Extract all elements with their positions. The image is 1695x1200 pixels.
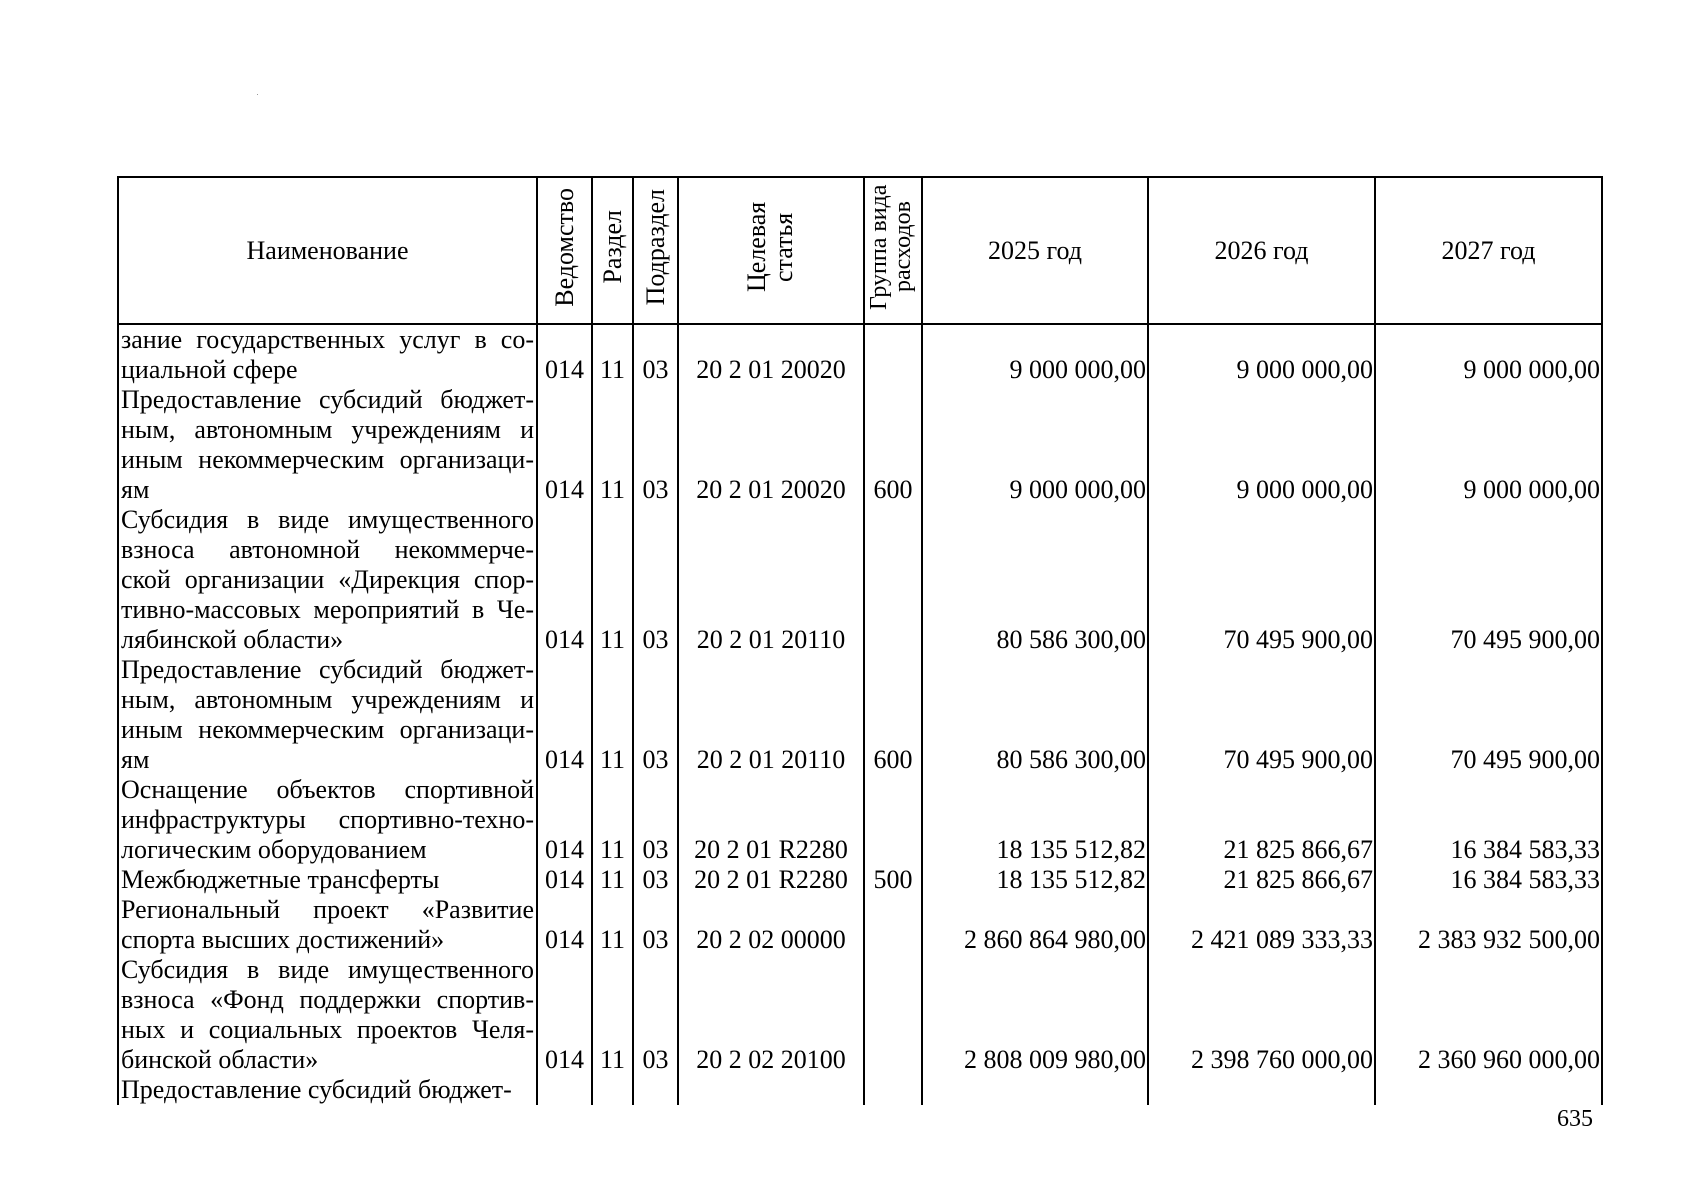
cell-razdel: 11: [592, 505, 633, 655]
cell-podrazdel: 03: [633, 955, 678, 1075]
cell-gruppa: [864, 955, 922, 1075]
cell-vedomstvo: 014: [537, 324, 592, 385]
cell-podrazdel: [633, 1075, 678, 1105]
cell-vedomstvo: 014: [537, 655, 592, 775]
cell-razdel: 11: [592, 385, 633, 505]
cell-celevaya-statya: [678, 1075, 864, 1105]
cell-podrazdel: 03: [633, 385, 678, 505]
cell-2027: 2 360 960 000,00: [1375, 955, 1602, 1075]
header-2026: 2026 год: [1148, 177, 1375, 324]
cell-name-line: логическим оборудованием: [121, 835, 427, 864]
header-podrazdel: Подраздел: [633, 177, 678, 324]
cell-name-line: Предоставление субсидий бюджет-: [121, 385, 534, 414]
cell-celevaya-statya: 20 2 01 R2280: [678, 775, 864, 865]
cell-name-line: ным, автономным учреждениям и: [121, 685, 534, 714]
cell-razdel: 11: [592, 865, 633, 895]
cell-celevaya-statya: 20 2 01 R2280: [678, 865, 864, 895]
cell-name: [118, 775, 537, 865]
cell-vedomstvo: 014: [537, 955, 592, 1075]
cell-2026: 21 825 866,67: [1148, 865, 1375, 895]
table-row: [118, 865, 1602, 895]
cell-name: [118, 385, 537, 505]
cell-name-line: Межбюджетные трансферты: [121, 865, 440, 894]
cell-2027: [1375, 1075, 1602, 1105]
cell-vedomstvo: 014: [537, 775, 592, 865]
cell-gruppa: [864, 505, 922, 655]
cell-2026: 2 398 760 000,00: [1148, 955, 1375, 1075]
table-body: [118, 324, 1602, 1105]
cell-name-line: ных и социальных проектов Челя-: [121, 1015, 534, 1044]
cell-name-line: спорта высших достижений»: [121, 925, 445, 954]
cell-2026: 9 000 000,00: [1148, 324, 1375, 385]
header-celevaya-statya: Целевая статья: [678, 177, 864, 324]
table-row: [118, 655, 1602, 775]
cell-razdel: 11: [592, 955, 633, 1075]
cell-name-line: Региональный проект «Развитие: [121, 895, 534, 924]
cell-vedomstvo: 014: [537, 865, 592, 895]
cell-razdel: [592, 1075, 633, 1105]
cell-name-line: ской организации «Дирекция спор-: [121, 565, 534, 594]
header-2025: 2025 год: [922, 177, 1148, 324]
cell-razdel: 11: [592, 775, 633, 865]
cell-gruppa: [864, 895, 922, 955]
cell-razdel: 11: [592, 324, 633, 385]
header-name: Наименование: [118, 177, 537, 324]
page-number: 635: [1557, 1106, 1593, 1132]
cell-name-line: лябинской области»: [121, 625, 344, 654]
cell-name-line: тивно-массовых мероприятий в Че-: [121, 595, 534, 624]
cell-vedomstvo: 014: [537, 505, 592, 655]
cell-razdel: 11: [592, 895, 633, 955]
cell-gruppa: 600: [864, 655, 922, 775]
cell-name-line: Субсидия в виде имущественного: [121, 505, 534, 534]
header-row: [118, 177, 1602, 324]
cell-name-line: ным, автономным учреждениям и: [121, 415, 534, 444]
cell-2026: 70 495 900,00: [1148, 505, 1375, 655]
cell-podrazdel: 03: [633, 324, 678, 385]
budget-table: [117, 176, 1603, 1105]
cell-name-line: иным некоммерческим организаци-: [121, 715, 534, 744]
cell-2027: 16 384 583,33: [1375, 865, 1602, 895]
header-razdel: Раздел: [592, 177, 633, 324]
cell-vedomstvo: 014: [537, 385, 592, 505]
header-2027: 2027 год: [1375, 177, 1602, 324]
cell-2027: 16 384 583,33: [1375, 775, 1602, 865]
scan-artifact-dot: [257, 94, 258, 95]
cell-2025: 18 135 512,82: [922, 865, 1148, 895]
cell-name-line: ям: [121, 745, 150, 774]
cell-2026: 2 421 089 333,33: [1148, 895, 1375, 955]
cell-gruppa: [864, 1075, 922, 1105]
cell-name-line: зание государственных услуг в со-: [121, 325, 534, 354]
cell-2025: 2 860 864 980,00: [922, 895, 1148, 955]
cell-2025: 80 586 300,00: [922, 505, 1148, 655]
cell-celevaya-statya: 20 2 01 20020: [678, 385, 864, 505]
cell-name-line: Субсидия в виде имущественного: [121, 955, 534, 984]
cell-gruppa: [864, 324, 922, 385]
cell-2025: [922, 1075, 1148, 1105]
cell-name-line: циальной сфере: [121, 355, 298, 384]
cell-name-line: иным некоммерческим организаци-: [121, 445, 534, 474]
cell-celevaya-statya: 20 2 01 20020: [678, 324, 864, 385]
cell-podrazdel: 03: [633, 655, 678, 775]
cell-name: [118, 865, 537, 895]
cell-name: [118, 955, 537, 1075]
cell-2025: 18 135 512,82: [922, 775, 1148, 865]
cell-2025: 80 586 300,00: [922, 655, 1148, 775]
cell-2027: 2 383 932 500,00: [1375, 895, 1602, 955]
table-row: [118, 385, 1602, 505]
header-vedomstvo: Ведомство: [537, 177, 592, 324]
cell-gruppa: [864, 775, 922, 865]
cell-podrazdel: 03: [633, 505, 678, 655]
cell-vedomstvo: 014: [537, 895, 592, 955]
cell-name: [118, 895, 537, 955]
cell-name-line: инфраструктуры спортивно-техно-: [121, 805, 534, 834]
table-row: [118, 505, 1602, 655]
cell-2025: 2 808 009 980,00: [922, 955, 1148, 1075]
cell-name-line: взноса автономной некоммерче-: [121, 535, 534, 564]
cell-gruppa: 600: [864, 385, 922, 505]
table-row: [118, 775, 1602, 865]
cell-name: [118, 324, 537, 385]
cell-vedomstvo: [537, 1075, 592, 1105]
cell-podrazdel: 03: [633, 775, 678, 865]
cell-2027: 9 000 000,00: [1375, 385, 1602, 505]
cell-2026: 21 825 866,67: [1148, 775, 1375, 865]
cell-celevaya-statya: 20 2 02 00000: [678, 895, 864, 955]
cell-name: [118, 1075, 537, 1105]
table-header: [118, 177, 1602, 324]
cell-name-line: Оснащение объектов спортивной: [121, 775, 534, 804]
cell-celevaya-statya: 20 2 01 20110: [678, 655, 864, 775]
cell-name-line: Предоставление субсидий бюджет-: [121, 1075, 512, 1104]
table-row: [118, 895, 1602, 955]
cell-name-line: Предоставление субсидий бюджет-: [121, 655, 534, 684]
cell-celevaya-statya: 20 2 02 20100: [678, 955, 864, 1075]
cell-2027: 70 495 900,00: [1375, 655, 1602, 775]
cell-name: [118, 655, 537, 775]
table-row: [118, 324, 1602, 385]
cell-podrazdel: 03: [633, 865, 678, 895]
cell-2026: 70 495 900,00: [1148, 655, 1375, 775]
table-row: [118, 955, 1602, 1075]
cell-name-line: ям: [121, 475, 150, 504]
cell-podrazdel: 03: [633, 895, 678, 955]
cell-2026: 9 000 000,00: [1148, 385, 1375, 505]
cell-celevaya-statya: 20 2 01 20110: [678, 505, 864, 655]
header-gruppa-vida-rashodov: Группа вида расходов: [864, 177, 922, 324]
cell-2027: 9 000 000,00: [1375, 324, 1602, 385]
cell-gruppa: 500: [864, 865, 922, 895]
cell-2025: 9 000 000,00: [922, 385, 1148, 505]
cell-name: [118, 505, 537, 655]
cell-2026: [1148, 1075, 1375, 1105]
cell-name-line: взноса «Фонд поддержки спортив-: [121, 985, 534, 1014]
table-row: [118, 1075, 1602, 1105]
cell-2027: 70 495 900,00: [1375, 505, 1602, 655]
cell-razdel: 11: [592, 655, 633, 775]
cell-name-line: бинской области»: [121, 1045, 319, 1074]
cell-2025: 9 000 000,00: [922, 324, 1148, 385]
